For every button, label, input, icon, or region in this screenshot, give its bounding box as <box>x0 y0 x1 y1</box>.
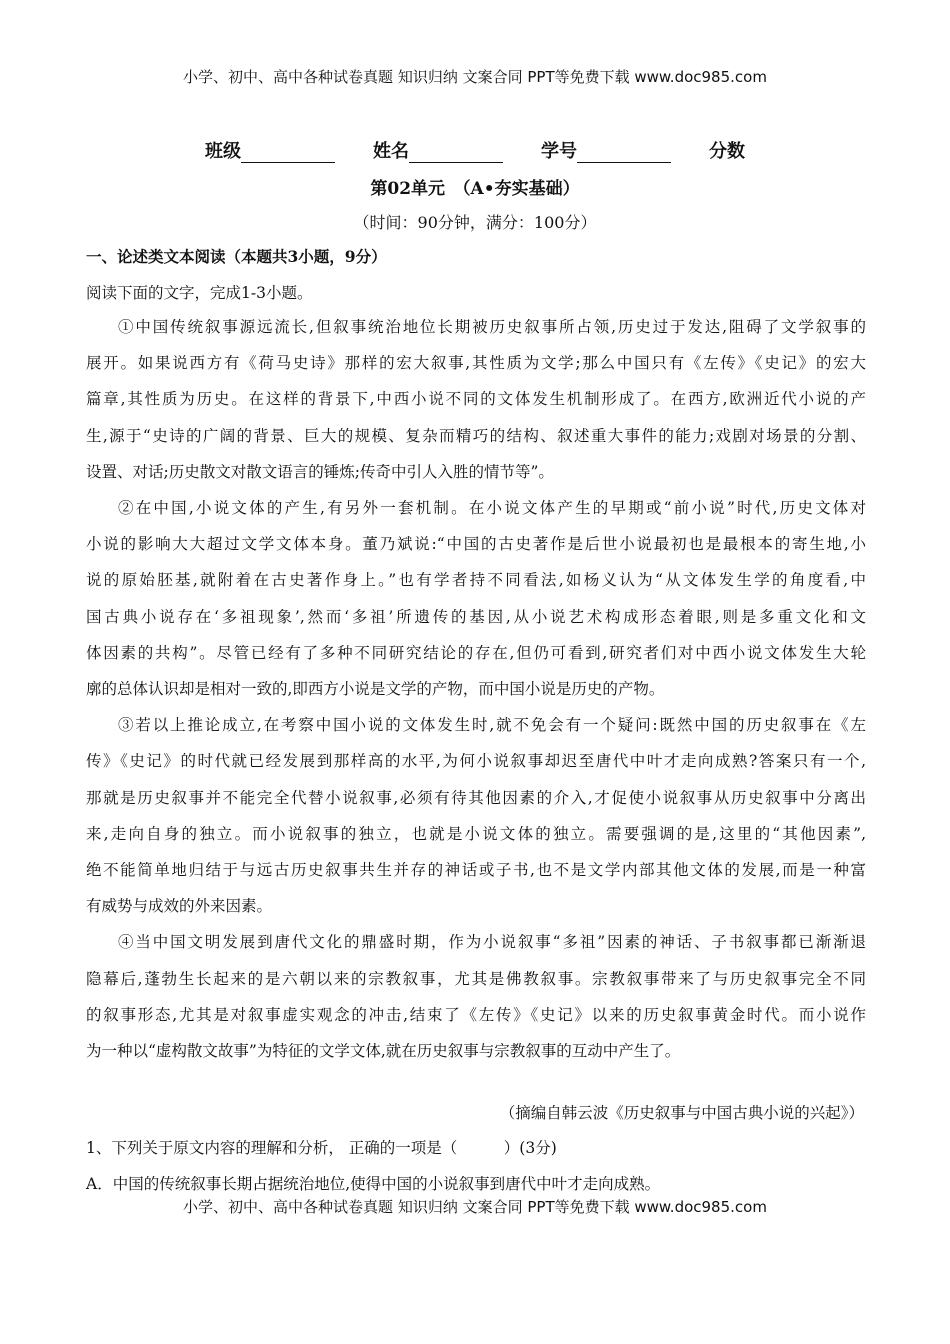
student-info-row <box>0 137 950 163</box>
paragraph-line: 的叙事形态,尤其是对叙事虚实观念的冲击,结束了《左传》《史记》以来的历史叙事黄金时代。而小说作 <box>86 1005 866 1024</box>
paragraph-line: ②在中国,小说文体的产生,有另外一套机制。在小说文体产生的早期或“前小说”时代,历史文体对 <box>118 499 866 517</box>
paragraph-line: 设置、对话;历史散文对散文语言的锤炼;传奇中引人入胜的情节等”。 <box>86 462 554 481</box>
page-header-banner: 小学、初中、高中各种试卷真题 知识归纳 文案合同 PPT等免费下载 www.doc985.com <box>183 68 767 86</box>
paragraph-line: 那就是历史叙事并不能完全代替小说叙事,必须有待其他因素的介入,才促使小说叙事从历史叙事中分离出 <box>86 788 866 807</box>
student-id-label: 学号 <box>541 141 577 162</box>
page-footer-banner: 小学、初中、高中各种试卷真题 知识归纳 文案合同 PPT等免费下载 www.doc985.com <box>183 1198 767 1216</box>
paragraph-line: 隐幕后,蓬勃生长起来的是六朝以来的宗教叙事，尤其是佛教叙事。宗教叙事带来了与历史叙事完全不同 <box>86 969 866 988</box>
paragraph-line: 有威势与成效的外来因素。 <box>86 897 273 916</box>
citation: （摘编自韩云波《历史叙事与中国古典小说的兴起》） <box>499 1104 864 1122</box>
paragraph-line: ④当中国文明发展到唐代文化的鼎盛时期，作为小说叙事“多祖”因素的神话、子书叙事都已渐渐退 <box>118 933 866 952</box>
class-field[interactable] <box>205 137 335 163</box>
time-info: （时间：90分钟，满分：100分） <box>353 213 597 232</box>
paragraph-line: 传》《史记》的时代就已经发展到那样高的水平,为何小说叙事却迟至唐代中叶才走向成熟?答案只有一个, <box>86 752 866 771</box>
class-label: 班级 <box>205 141 241 162</box>
paragraph-line: 说的原始胚基,就附着在古史著作身上。”也有学者持不同看法,如杨义认为“从文体发生学的角度看,中 <box>86 571 866 590</box>
page-title: 第02单元 （A•夯实基础） <box>370 179 580 199</box>
class-blank[interactable] <box>241 144 335 163</box>
question-1: 1、下列关于原文内容的理解和分析， 正确的一项是（ ）(3分) <box>86 1139 557 1157</box>
name-label: 姓名 <box>373 141 409 162</box>
section-heading: 一、论述类文本阅读（本题共3小题，9分） <box>86 247 387 266</box>
paragraph-line: 小说的影响大大超过文学文体本身。董乃斌说:“中国的古史著作是后世小说最初也是最根本的寄生地,小 <box>86 535 866 554</box>
paragraph-line: 展开。如果说西方有《荷马史诗》那样的宏大叙事,其性质为文学;那么中国只有《左传》《史记》的宏大 <box>86 354 866 373</box>
paragraph-line: 来,走向自身的独立。而小说叙事的独立，也就是小说文体的独立。需要强调的是,这里的“其他因素”, <box>86 824 866 843</box>
paragraph-line: 廓的总体认识却是相对一致的,即西方小说是文学的产物，而中国小说是历史的产物。 <box>86 680 665 698</box>
paragraph-line: 篇章,其性质为历史。在这样的背景下,中西小说不同的文体发生机制形成了。在西方,欧洲近代小说的产 <box>86 390 866 409</box>
paragraph-line: 绝不能简单地归结于与远古历史叙事共生并存的神话或子书,也不是文学内部其他文体的发展,而是一种富 <box>86 861 866 879</box>
paragraph-line: 生,源于“史诗的广阔的背景、巨大的规模、复杂而精巧的结构、叙述重大事件的能力;戏剧对场景的分割、 <box>86 426 866 445</box>
student-id-blank[interactable] <box>577 144 671 163</box>
paragraph-line: ③若以上推论成立,在考察中国小说的文体发生时,就不免会有一个疑问:既然中国的历史叙事在《左 <box>118 716 866 735</box>
student-id-field[interactable] <box>541 137 671 163</box>
paragraph-line: 为一种以“虚构散文故事”为特征的文学文体,就在历史叙事与宗教叙事的互动中产生了。 <box>86 1042 681 1060</box>
paragraph-line: ①中国传统叙事源远流长,但叙事统治地位长期被历史叙事所占领,历史过于发达,阻碍了文学叙事的 <box>118 318 866 336</box>
score-label: 分数 <box>709 141 745 162</box>
name-blank[interactable] <box>409 144 503 163</box>
paragraph-line: 体因素的共构”。尽管已经有了多种不同研究结论的存在,但仍可看到,研究者们对中西小说文体发生大轮 <box>86 643 866 662</box>
option-a: A．中国的传统叙事长期占据统治地位,使得中国的小说叙事到唐代中叶才走向成熟。 <box>86 1175 661 1193</box>
instruction-text: 阅读下面的文字，完成1-3小题。 <box>86 284 313 302</box>
name-field[interactable] <box>373 137 503 163</box>
paragraph-line: 国古典小说存在‘多祖现象’,然而‘多祖’所遗传的基因,从小说艺术构成形态着眼,则是多重文化和文 <box>86 607 866 626</box>
